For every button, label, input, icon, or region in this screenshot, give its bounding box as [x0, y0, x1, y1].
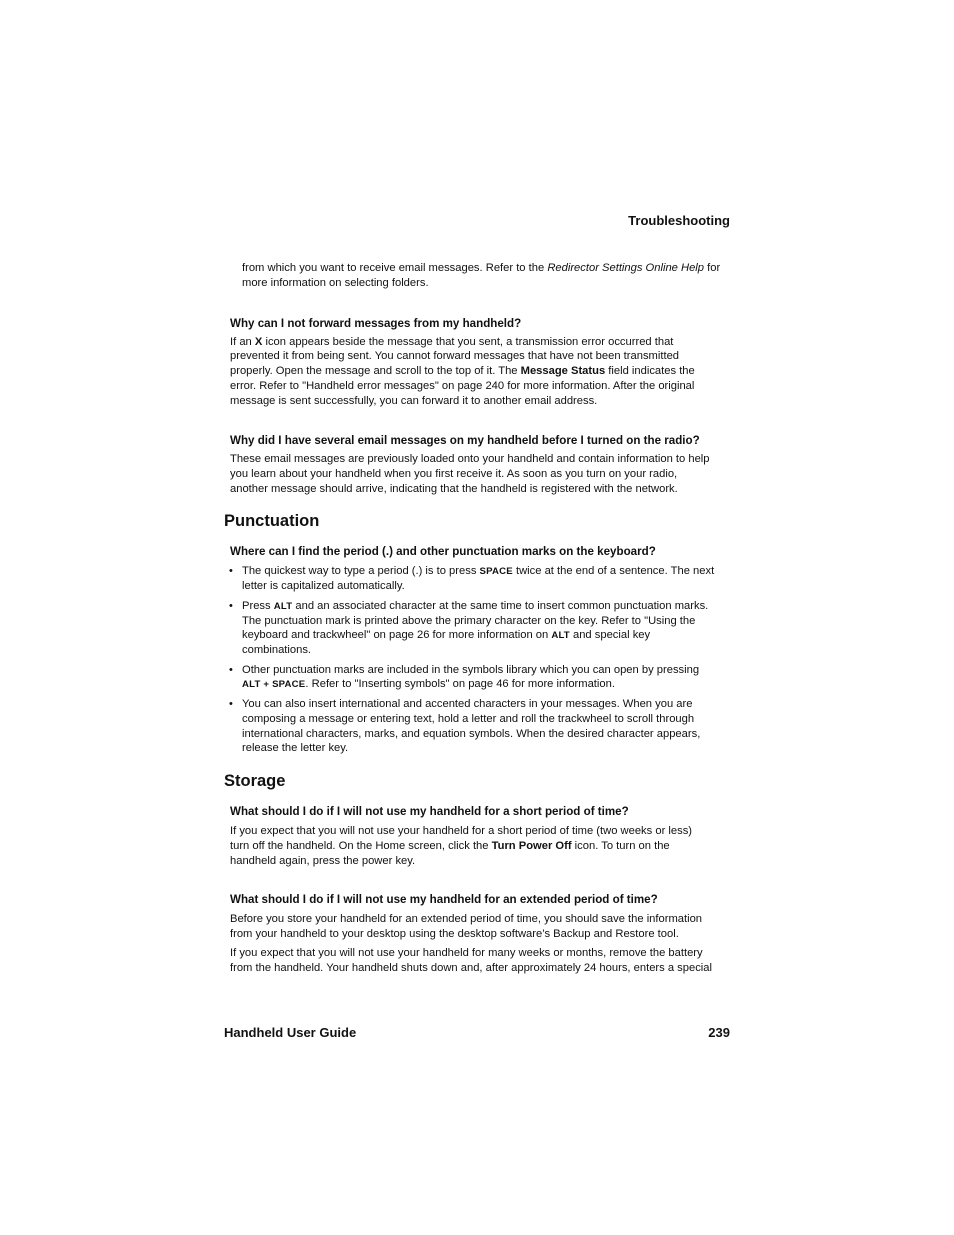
text: twice at the end of a sentence. The next: [512, 565, 715, 577]
answer-line: another message should arrive, indicating that the handheld is registered with the network.: [230, 483, 678, 495]
text: and special key: [569, 629, 651, 641]
key-combo: ALT + SPACE: [242, 679, 306, 690]
question-extended-period: What should I do if I will not use my handheld for an extended period of time?: [230, 893, 658, 906]
question-forward: Why can I not forward messages from my handheld?: [230, 317, 522, 330]
answer-line: These email messages are previously loaded onto your handheld and contain information to help: [230, 453, 710, 465]
bullet-line: The punctuation mark is printed above the primary character on the key. Refer to "Using the: [242, 615, 696, 627]
bullet-line: combinations.: [242, 644, 312, 656]
answer-line: handheld again, press the power key.: [230, 855, 416, 867]
answer-line: [230, 335, 673, 350]
question-short-period: What should I do if I will not use my handheld for a short period of time?: [230, 805, 629, 818]
key-name: ALT: [551, 630, 570, 641]
bullet-line: [242, 628, 650, 644]
question-punctuation: Where can I find the period (.) and other punctuation marks on the keyboard?: [230, 545, 656, 558]
answer-line: error. Refer to "Handheld error messages" on page 240 for more information. After the original: [230, 380, 695, 392]
text: for: [704, 262, 721, 274]
text: properly. Open the message and scroll to the top of it. The: [230, 365, 521, 377]
text: icon. To turn on the: [571, 840, 670, 852]
bullet-icon: •: [229, 698, 233, 710]
running-header: Troubleshooting: [628, 213, 730, 228]
answer-line: [230, 839, 670, 854]
answer-line: Before you store your handheld for an extended period of time, you should save the information: [230, 913, 703, 925]
text: The quickest way to type a period (.) is to press: [242, 565, 480, 577]
continuation-line-1: [242, 261, 720, 276]
text: icon appears beside the message that you sent, a transmission error occurred that: [262, 336, 674, 348]
footer-title: Handheld User Guide: [224, 1025, 357, 1040]
bullet-line: composing a message or entering text, hold a letter and roll the trackwheel to scroll through: [242, 713, 695, 725]
bullet-line: Other punctuation marks are included in the symbols library which you can open by pressing: [242, 664, 700, 676]
bullet-line: [242, 599, 708, 615]
text: turn off the handheld. On the Home screen, click the: [230, 840, 492, 852]
section-heading-punctuation: Punctuation: [224, 512, 320, 530]
bullet-icon: •: [229, 600, 233, 612]
text: keyboard and trackwheel" on page 26 for more information on: [242, 629, 552, 641]
answer-line: prevented it from being sent. You cannot forward messages that have not been transmitted: [230, 350, 680, 362]
answer-line: message is sent successfully, you can forward it to another email address.: [230, 395, 598, 407]
bullet-line: release the letter key.: [242, 742, 349, 754]
bullet-line: [242, 564, 714, 580]
continuation-line-2: more information on selecting folders.: [242, 277, 429, 289]
bullet-line: international characters, marks, and equation symbols. When the desired character appears,: [242, 728, 701, 740]
field-term: Message Status: [520, 365, 606, 377]
emphasis-text: Redirector Settings Online Help: [547, 262, 705, 274]
text: field indicates the: [605, 365, 695, 377]
bullet-line: You can also insert international and accented characters in your messages. When you are: [242, 698, 693, 710]
answer-line: from your handheld to your desktop using the desktop software’s Backup and Restore tool.: [230, 928, 679, 940]
key-name: SPACE: [479, 566, 513, 577]
text: If an: [230, 336, 255, 348]
page-number: 239: [708, 1025, 730, 1040]
text: . Refer to "Inserting symbols" on page 46 for more information.: [305, 678, 615, 690]
text: from which you want to receive email messages. Refer to the: [242, 262, 548, 274]
answer-line: from the handheld. Your handheld shuts down and, after approximately 24 hours, enters a special: [230, 962, 712, 974]
answer-line: you learn about your handheld when you first receive it. As soon as you turn on your radio,: [230, 468, 678, 480]
question-several-messages: Why did I have several email messages on my handheld before I turned on the radio?: [230, 434, 700, 447]
bullet-line: [242, 677, 615, 693]
section-heading-storage: Storage: [224, 772, 286, 790]
x-icon-term: X: [254, 336, 263, 348]
bullet-icon: •: [229, 664, 233, 676]
icon-term: Turn Power Off: [491, 840, 572, 852]
bullet-icon: •: [229, 565, 233, 577]
answer-line: If you expect that you will not use your handheld for a short period of time (two weeks or less): [230, 825, 693, 837]
text: and an associated character at the same time to insert common punctuation marks.: [292, 600, 709, 612]
text: Press: [242, 600, 274, 612]
answer-line: [230, 364, 695, 379]
key-name: ALT: [273, 601, 293, 612]
bullet-line: letter is capitalized automatically.: [242, 580, 405, 592]
answer-line: If you expect that you will not use your handheld for many weeks or months, remove the battery: [230, 947, 703, 959]
